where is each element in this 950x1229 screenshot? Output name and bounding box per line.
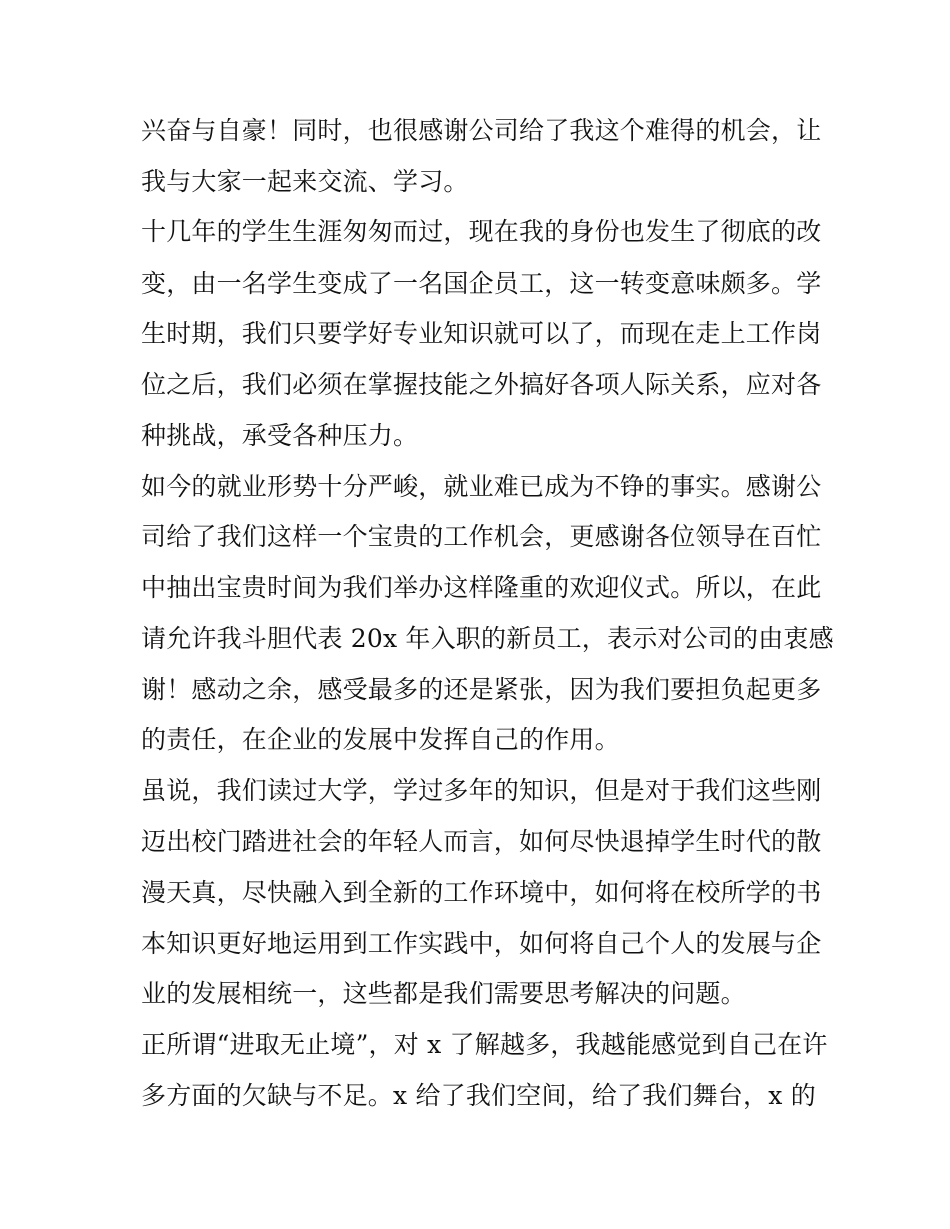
text-line: 种挑战，承受各种压力。 xyxy=(141,421,419,450)
text-line: 中抽出宝贵时间为我们举办这样隆重的欢迎仪式。所以，在此 xyxy=(141,573,822,602)
text-line: 如今的就业形势十分严峻，就业难已成为不铮的事实。感谢公 xyxy=(141,472,822,501)
text-line: 漫天真，尽快融入到全新的工作环境中，如何将在校所学的书 xyxy=(141,878,822,907)
text-line: 本知识更好地运用到工作实践中，如何将自己个人的发展与企 xyxy=(141,929,822,958)
text-line: 兴奋与自豪！同时，也很感谢公司给了我这个难得的机会，让 xyxy=(141,116,822,145)
text-line: 变，由一名学生变成了一名国企员工，这一转变意味颇多。学 xyxy=(141,269,822,298)
text-line: 十几年的学生生涯匆匆而过，现在我的身份也发生了彻底的改 xyxy=(141,217,822,246)
text-line: 谢！感动之余，感受最多的还是紧张，因为我们要担负起更多 xyxy=(141,675,822,704)
text-line: 多方面的欠缺与不足。x 给了我们空间，给了我们舞台，x 的 xyxy=(141,1081,816,1110)
text-line: 的责任，在企业的发展中发挥自己的作用。 xyxy=(141,725,620,754)
text-line: 正所谓“进取无止境”，对 x 了解越多，我越能感觉到自己在许 xyxy=(141,1030,828,1059)
text-line: 位之后，我们必须在掌握技能之外搞好各项人际关系，应对各 xyxy=(141,370,822,399)
text-line: 虽说，我们读过大学，学过多年的知识，但是对于我们这些刚 xyxy=(141,776,822,805)
text-line: 迈出校门踏进社会的年轻人而言，如何尽快退掉学生时代的散 xyxy=(141,827,822,856)
text-line: 业的发展相统一，这些都是我们需要思考解决的问题。 xyxy=(141,979,746,1008)
text-line: 生时期，我们只要学好专业知识就可以了，而现在走上工作岗 xyxy=(141,319,822,348)
text-line: 请允许我斗胆代表 20x 年入职的新员工，表示对公司的由衷感 xyxy=(141,624,834,653)
text-line: 司给了我们这样一个宝贵的工作机会，更感谢各位领导在百忙 xyxy=(141,522,822,551)
text-line: 我与大家一起来交流、学习。 xyxy=(141,167,469,196)
